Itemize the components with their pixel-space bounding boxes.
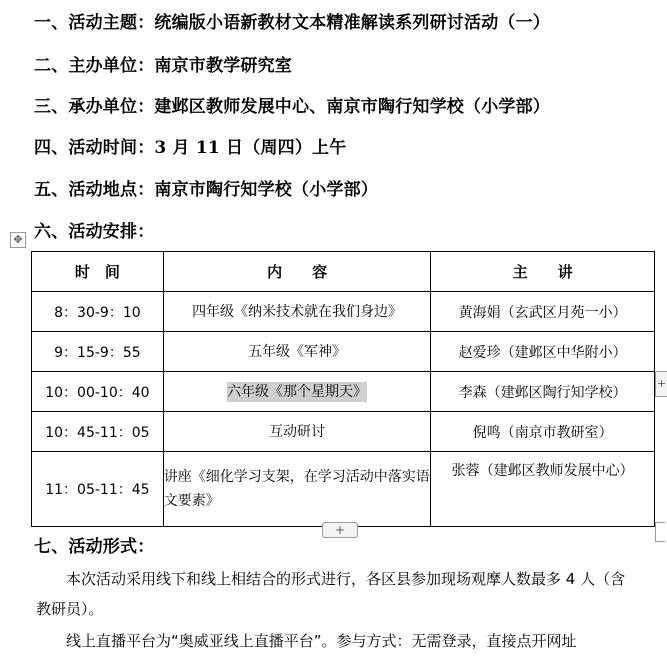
content-cell[interactable]: 互动研讨	[163, 412, 431, 452]
time-cell[interactable]: 10：45-11：05	[32, 412, 164, 452]
header-speaker: 主 讲	[431, 252, 655, 292]
time-cell[interactable]: 11：05-11：45	[32, 452, 164, 527]
content-cell[interactable]: 五年级《军神》	[163, 332, 431, 372]
heading-location: 五、活动地点：南京市陶行知学校（小学部）	[34, 180, 379, 200]
heading-time: 四、活动时间：3 月 11 日（周四）上午	[34, 138, 347, 158]
add-column-icon[interactable]: +	[655, 371, 667, 397]
header-content: 内 容	[163, 252, 431, 292]
table-row	[32, 332, 655, 372]
paragraph-livestream: 线上直播平台为“奥威亚线上直播平台”。参与方式：无需登录，直接点开网址	[66, 632, 577, 650]
schedule-table	[31, 251, 655, 527]
table-row	[32, 292, 655, 332]
table-resize-handle-icon[interactable]	[655, 522, 665, 542]
time-cell[interactable]: 10：00-10：40	[32, 372, 164, 412]
table-row	[32, 412, 655, 452]
table-move-handle-icon[interactable]: ✥	[10, 232, 26, 248]
table-row	[32, 452, 655, 527]
content-cell[interactable]: 四年级《纳米技术就在我们身边》	[163, 292, 431, 332]
table-row	[32, 372, 655, 412]
paragraph-format: 本次活动采用线下和线上相结合的形式进行，各区县参加现场观摩人数最多 4 人（含教研员）。	[36, 570, 626, 618]
heading-theme: 一、活动主题：统编版小语新教材文本精准解读系列研讨活动（一）	[34, 13, 551, 33]
speaker-cell[interactable]: 张蓉（建邺区教师发展中心）	[431, 452, 655, 527]
header-time: 时 间	[32, 252, 164, 292]
selected-text-highlight[interactable]: 六年级《那个星期天》	[227, 383, 368, 400]
add-row-icon[interactable]: +	[322, 522, 358, 538]
content-cell[interactable]: 讲座《细化学习支架，在学习活动中落实语文要素》	[163, 452, 431, 527]
speaker-cell[interactable]: 黄海娟（玄武区月苑一小）	[431, 292, 655, 332]
speaker-cell[interactable]: 李森（建邺区陶行知学校）	[431, 372, 655, 412]
content-cell[interactable]	[163, 372, 431, 412]
speaker-cell[interactable]: 赵爱珍（建邺区中华附小）	[431, 332, 655, 372]
time-cell[interactable]: 8：30-9：10	[32, 292, 164, 332]
table-header-row	[32, 252, 655, 292]
heading-format: 七、活动形式：	[34, 537, 155, 557]
heading-organizer: 二、主办单位：南京市教学研究室	[34, 56, 293, 76]
heading-schedule: 六、活动安排：	[34, 222, 155, 242]
speaker-cell[interactable]: 倪鸣（南京市教研室）	[431, 412, 655, 452]
heading-host: 三、承办单位：建邺区教师发展中心、南京市陶行知学校（小学部）	[34, 97, 551, 117]
time-cell[interactable]: 9：15-9：55	[32, 332, 164, 372]
